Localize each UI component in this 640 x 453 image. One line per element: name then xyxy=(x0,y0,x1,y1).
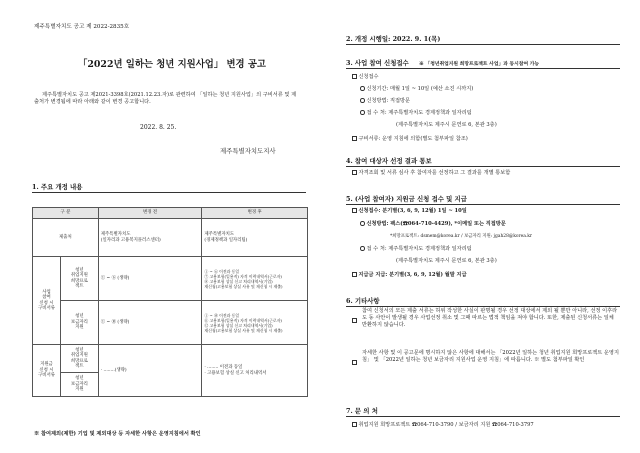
s5-line: *희망프로젝트: dsmem@korea.kr / 보금자리 지원: jgah28@korea.kr xyxy=(390,234,533,239)
s7-line xyxy=(352,422,534,429)
section-2-heading: 2. 개정 시행일: 2022. 9. 1(목) xyxy=(346,34,620,45)
section-5-heading: 5. (사업 참여자) 지원금 신청 접수 및 지급 xyxy=(346,194,620,205)
s3-line-text: 신청방법: 직접방문 xyxy=(366,98,410,104)
row-submission-before: 제주특별자치도 (일자리과 고용복지플러스센터) xyxy=(98,219,202,257)
group-subsidy-docs: 지원금 신청 시 구비서류 xyxy=(33,345,61,397)
intro-text: 제주특별자치도 공고 제2021-3398호(2021.12.23.자)로 관련하여 「일하는 청년 지원사업」의 구비서류 및 제출처가 변경됨에 따라 아래와 같이 변경 공고합니다. xyxy=(34,92,297,105)
square-bullet-icon xyxy=(352,272,357,277)
s7-line-text: 취업지원 희망프로젝트 ☎064-710-3790 / 보금자리 지원 ☎064-710-3797 xyxy=(358,422,534,428)
circle-bullet-icon xyxy=(360,246,365,251)
square-bullet-icon xyxy=(352,74,357,79)
square-bullet-icon xyxy=(352,208,357,213)
square-bullet-icon xyxy=(352,422,357,427)
section-7-heading: 7. 문 의 처 xyxy=(346,406,620,417)
square-bullet-icon xyxy=(352,318,357,323)
hope-project-after: ① ~ ⑥ 이전과 동일 ⑦ 고용보험(일용직) 자격 이력내역서(근로자) ⑧ 고용보험 상실 신고 처리내역서(기업) 재신청(고용보험 상실 사유 및 재신청 시 제출) xyxy=(202,257,308,301)
square-bullet-icon xyxy=(352,360,357,365)
left-footnote: ※ 참여제외(제한) 기업 및 제외대상 등 자세한 사항은 운영지침에서 확인 xyxy=(34,431,201,437)
row-submission-label: 제출처 xyxy=(33,219,99,257)
square-bullet-icon xyxy=(352,170,357,175)
section-3-heading xyxy=(346,58,620,69)
s5-line-text: 신청접수: 분기별(3, 6, 9, 12월) 1일 ~ 10일 xyxy=(358,208,467,214)
s3-line xyxy=(360,86,473,93)
s5-line xyxy=(360,246,472,253)
s3-head-label: 신청접수 xyxy=(358,74,379,80)
s6-item xyxy=(352,310,359,329)
s5-line-text: 지급금 지급: 분기별(3, 6, 9, 12월) 월말 지급 xyxy=(358,272,467,278)
hope-project-before: ① ~ ⑥ (생략) xyxy=(98,257,202,301)
section-3-title: 3. 사업 참여 신청접수 xyxy=(346,59,409,67)
section-1-heading: 1. 주요 개정 내용 xyxy=(32,182,306,193)
group-subsidy-housing: 청년 보금자리 지원 xyxy=(60,373,98,397)
circle-bullet-icon xyxy=(360,110,365,115)
row-submission-after: 제주특별자치도 (경제정책과 일자리팀) xyxy=(202,219,308,257)
circle-bullet-icon xyxy=(360,221,365,226)
s6-paragraph-1: 참여 신청서의 모든 제출 서류는 허위 작성한 사실이 판명될 경우 선정 대상에서 제외 될 뿐만 아니라, 선정 이후라도 동 사안이 발생될 경우 사업선정 취소 및 그때 따르는 법적 책임을 져야 합니다. 또한, 제출된 신청서류는 일체 반환하지 않습니다. xyxy=(362,308,618,329)
s3-line xyxy=(360,98,410,105)
housing-before: ① ~ ⑩ (생략) xyxy=(98,301,202,345)
s5-line xyxy=(352,208,467,215)
amendment-table xyxy=(32,207,308,397)
s3-line-text: 접 수 처: 제주특별자치도 경제정책과 일자리팀 xyxy=(366,110,472,116)
header-after: 변경 후 xyxy=(202,208,308,219)
s3-docs-text: 구비서류: 운영 지침에 의함(별도 첨부파일 참조) xyxy=(358,136,468,142)
s3-head xyxy=(352,74,379,81)
group-apply-housing: 청년 보금자리 지원 xyxy=(60,301,98,345)
section-3-note: ※ 「청년취업지원 희망프로젝트 사업」과 동시참여 가능 xyxy=(418,61,540,67)
s4-line-text: 자격조회 및 서류 심사 후 참여자를 선정하고 그 결과를 개별 통보함 xyxy=(358,170,511,176)
s5-line-text: 접 수 처: 제주특별자치도 경제정책과 일자리팀 xyxy=(366,246,472,252)
subsidy-before: · ........(생략) xyxy=(98,345,202,397)
group-subsidy-hope-project: 청년 취업지원 희망프로 젝트 xyxy=(60,345,98,373)
group-apply-docs: 사업 참여 신청 시 구비서류 xyxy=(33,257,61,345)
housing-after: ① ~ ⑩ 이전과 동일 ⑪ 고용보험(일용직) 자격 이력내역서(근로자) ⑫ 고용보험 상실 신고 처리내역서(기업) 재신청(고용보험 상실 사유 및 재신청 시 제출) xyxy=(202,301,308,345)
s4-line xyxy=(352,170,510,177)
circle-bullet-icon xyxy=(360,98,365,103)
header-category: 구 분 xyxy=(33,208,99,219)
s5-line: (제주특별자치도 제주시 문연로 6, 본관 3층) xyxy=(396,258,497,264)
s5-line xyxy=(360,221,506,228)
s3-line xyxy=(360,110,472,117)
s3-docs xyxy=(352,136,468,143)
section-4-heading: 4. 참여 대상자 선정 결과 통보 xyxy=(346,156,620,167)
notice-date: 2022. 8. 25. xyxy=(140,124,177,131)
s3-line: (제주특별자치도 제주시 문연로 6, 본관 3층) xyxy=(396,122,497,128)
s5-line xyxy=(352,272,467,279)
s5-line-text: 신청방법: 팩스(☎064-710-4429), *이메일 또는 직접방문 xyxy=(366,221,506,227)
s6-paragraph-2: 자세한 사항 및 이 공고문에 명시하지 않은 사항에 대해서는 「2022년 일하는 청년 취업지원 희망프로젝트 운영지침」 및 「2022년 일하는 청년 보금자리 지원사업 운영 지침」에 따릅니다. ※ 별도 첨부파일 확인 xyxy=(362,350,619,364)
circle-bullet-icon xyxy=(360,86,365,91)
page-title: 「2022년 일하는 청년 지원사업」 변경 공고 xyxy=(78,59,266,70)
issuer: 제주특별자치도지사 xyxy=(220,147,276,155)
header-before: 변경 전 xyxy=(98,208,202,219)
section-6-heading: 6. 기타사항 xyxy=(346,296,620,307)
s6-item xyxy=(352,352,359,371)
subsidy-after: · ........ 이전과 동일 · 고용보험 상실 신고 처리내역서 xyxy=(202,345,308,397)
notice-number: 제주특별자치도 공고 제 2022-2835호 xyxy=(34,24,130,30)
s3-line-text: 신청기간: 매월 1일 ~ 10일 (예산 소진 시까지) xyxy=(366,86,474,92)
group-apply-hope-project: 청년 취업지원 희망프로 젝트 xyxy=(60,257,98,301)
square-bullet-icon xyxy=(352,136,357,141)
